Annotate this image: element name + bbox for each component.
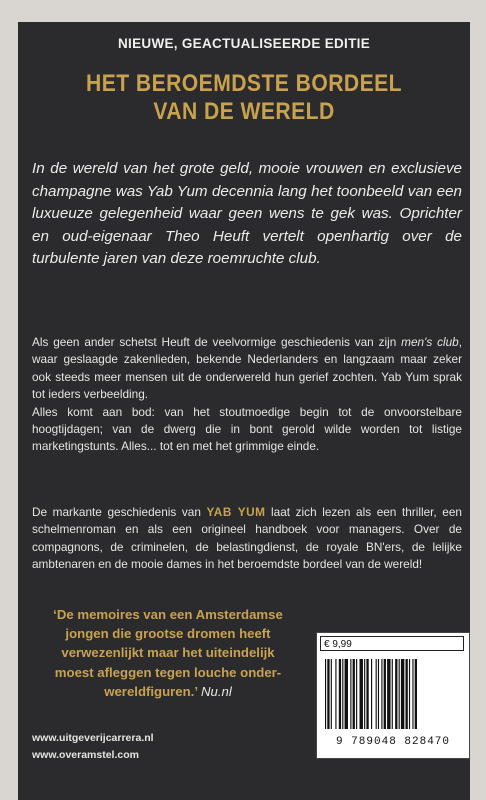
- barcode-bar: [378, 659, 379, 729]
- barcode-bar: [366, 659, 368, 729]
- body1-emphasis: men's club: [401, 335, 459, 349]
- intro-paragraph: [32, 158, 462, 271]
- barcode-image: [325, 659, 461, 729]
- body1-part1: Als geen ander schetst Heuft de veelvormige geschiedenis van zijn: [32, 335, 402, 349]
- review-quote: [18, 605, 318, 701]
- book-title: [45, 70, 443, 126]
- body1-part3: Alles komt aan bod: van het stoutmoedige begin tot de onvoorstelbare hoogtijdagen; van de dwerg die in bont gerold wilde worden tot listige marketingstunts. Alles... tot en met het grimmige einde.: [32, 404, 462, 454]
- quote-source: Nu.nl: [200, 683, 232, 699]
- barcode-bar: [327, 659, 329, 729]
- barcode-bar: [356, 659, 357, 729]
- body2-part2: laat zich lezen als een thriller, een schelmenroman en als een origineel handboek voor managers. Over de compagnons, de criminelen, de belastingdienst, de royale BN'ers, de lelijke ambtenaren en de mooie dames in het beroemdste bordeel van de wereld!: [32, 505, 462, 572]
- price-label: € 9,99: [320, 636, 464, 651]
- isbn-number: 9 789048 828470: [335, 736, 451, 748]
- body1-sentence-a: [32, 334, 462, 404]
- barcode-bar: [345, 659, 348, 729]
- barcode-bar: [350, 659, 351, 729]
- body-paragraph-1: [32, 334, 462, 456]
- barcode-bar: [335, 659, 336, 729]
- barcode-panel: [316, 632, 470, 759]
- quote-line-1: ‘De memoires van een Amsterdamse: [53, 607, 283, 622]
- barcode-bar: [384, 659, 386, 729]
- barcode-bar: [325, 659, 326, 729]
- body2-text: [32, 504, 462, 574]
- body2-part1: De markante geschiedenis van: [32, 505, 207, 519]
- barcode-bar: [401, 659, 404, 729]
- barcode-bar: [342, 659, 343, 729]
- quote-line-5: [18, 682, 318, 701]
- quote-line-4: moest afleggen tegen louche onder-: [54, 664, 282, 680]
- body1-part2: , waar geslaagde zakenlieden, bekende Nederlanders en langzaam maar zeker ook steeds meer mensen uit de onderwereld hun gerief zochten. Yab Yum sprak tot ieders verbeelding.: [32, 335, 462, 402]
- barcode-bar: [381, 659, 382, 729]
- barcode-bar: [412, 659, 413, 729]
- body2-highlight: YAB YUM: [206, 505, 266, 519]
- barcode-bar: [415, 659, 417, 729]
- barcode-bar: [387, 659, 390, 729]
- barcode-bar: [395, 659, 397, 729]
- intro-text: In de wereld van het grote geld, mooie vrouwen en exclusieve champagne was Yab Yum decennia lang het toonbeeld van een luxueuze gelegenheid waar geen wens te gek was. Oprichter en oud-eigenaar Theo Heuft vertelt openhartig over de turbulente jaren van deze roemruchte club.: [32, 160, 462, 267]
- barcode-bar: [353, 659, 355, 729]
- quote-line-2: jongen die grootse dromen heeft: [65, 626, 271, 642]
- quote-line-3: verwezenlijkt maar het uiteindelijk: [61, 645, 275, 661]
- title-line-1: HET BEROEMDSTE BORDEEL: [86, 70, 402, 97]
- barcode-bar: [409, 659, 410, 729]
- barcode-bar: [364, 659, 365, 729]
- title-line-2: VAN DE WERELD: [153, 98, 335, 125]
- publisher-url-1[interactable]: www.uitgeverijcarrera.nl: [32, 732, 154, 744]
- body-paragraph-2: [32, 504, 462, 574]
- barcode-bar: [331, 659, 332, 729]
- quote-line-5-text: wereldfiguren.’: [104, 683, 198, 699]
- barcode-bar: [339, 659, 341, 729]
- edition-label: NIEUWE, GEACTUALISEERDE EDITIE: [117, 36, 371, 51]
- barcode-bar: [371, 659, 372, 729]
- barcode-bar: [360, 659, 363, 729]
- back-cover: [18, 22, 470, 800]
- barcode-bar: [406, 659, 408, 729]
- barcode-bar: [392, 659, 393, 729]
- publisher-url-2[interactable]: www.overamstel.com: [32, 749, 139, 761]
- barcode-bar: [399, 659, 400, 729]
- barcode-bar: [376, 659, 377, 729]
